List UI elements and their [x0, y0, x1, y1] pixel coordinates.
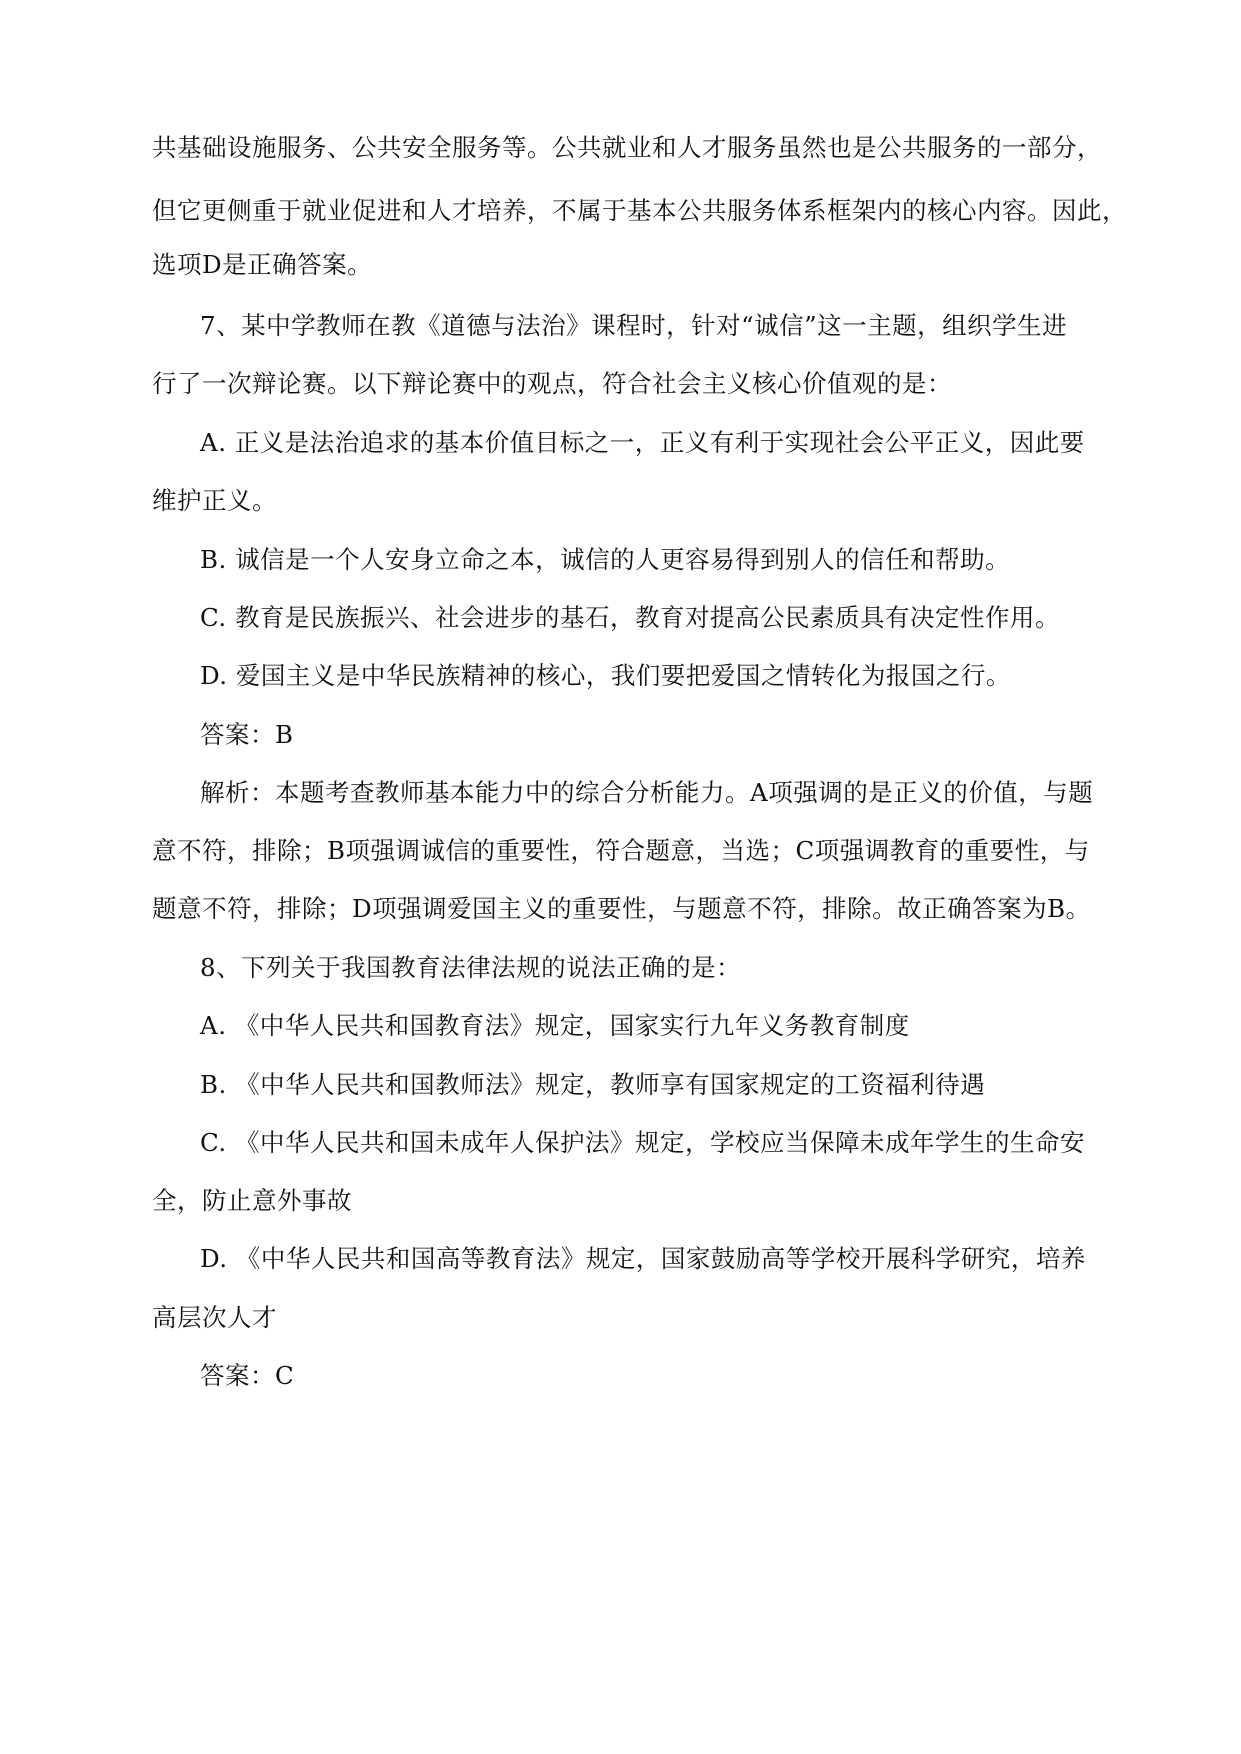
q8-option-b: B. 《中华人民共和国教师法》规定，教师享有国家规定的工资福利待遇: [200, 1070, 986, 1099]
q7-stem-line-1: 7、某中学教师在教《道德与法治》课程时，针对“诚信”这一主题，组织学生进: [200, 311, 1068, 340]
q8-option-c-line-2: 全，防止意外事故: [152, 1186, 352, 1215]
q7-option-c: C. 教育是民族振兴、社会进步的基石，教育对提高公民素质具有决定性作用。: [200, 603, 1060, 632]
q7-analysis-line-3: 题意不符，排除；D项强调爱国主义的重要性，与题意不符，排除。故正确答案为B。: [152, 894, 1091, 923]
q8-answer: 答案：C: [200, 1361, 295, 1390]
q7-stem-line-2: 行了一次辩论赛。以下辩论赛中的观点，符合社会主义核心价值观的是：: [152, 369, 952, 398]
q7-option-a-line-2: 维护正义。: [152, 486, 277, 515]
q8-option-d-line-2: 高层次人才: [152, 1303, 277, 1332]
q7-option-d: D. 爱国主义是中华民族精神的核心，我们要把爱国之情转化为报国之行。: [200, 661, 1011, 690]
q8-stem: 8、下列关于我国教育法律法规的说法正确的是：: [200, 953, 742, 982]
prev-explanation-line-2: 但它更侧重于就业促进和人才培养，不属于基本公共服务体系框架内的核心内容。因此，: [152, 196, 1127, 225]
q7-answer: 答案：B: [200, 720, 294, 749]
q7-option-b: B. 诚信是一个人安身立命之本，诚信的人更容易得到别人的信任和帮助。: [200, 545, 1011, 574]
prev-explanation-line-1: 共基础设施服务、公共安全服务等。公共就业和人才服务虽然也是公共服务的一部分，: [152, 133, 1102, 162]
prev-explanation-line-3: 选项D是正确答案。: [152, 250, 373, 279]
q8-option-a: A. 《中华人民共和国教育法》规定，国家实行九年义务教育制度: [200, 1011, 910, 1040]
q8-option-d-line-1: D. 《中华人民共和国高等教育法》规定，国家鼓励高等学校开展科学研究，培养: [200, 1244, 1086, 1273]
q7-analysis-line-2: 意不符，排除；B项强调诚信的重要性，符合题意，当选；C项强调教育的重要性，与: [152, 836, 1090, 865]
q7-analysis-line-1: 解析：本题考查教师基本能力中的综合分析能力。A项强调的是正义的价值，与题: [200, 778, 1094, 807]
q7-option-a-line-1: A. 正义是法治追求的基本价值目标之一，正义有利于实现社会公平正义，因此要: [200, 428, 1085, 457]
q8-option-c-line-1: C. 《中华人民共和国未成年人保护法》规定，学校应当保障未成年学生的生命安: [200, 1128, 1085, 1157]
